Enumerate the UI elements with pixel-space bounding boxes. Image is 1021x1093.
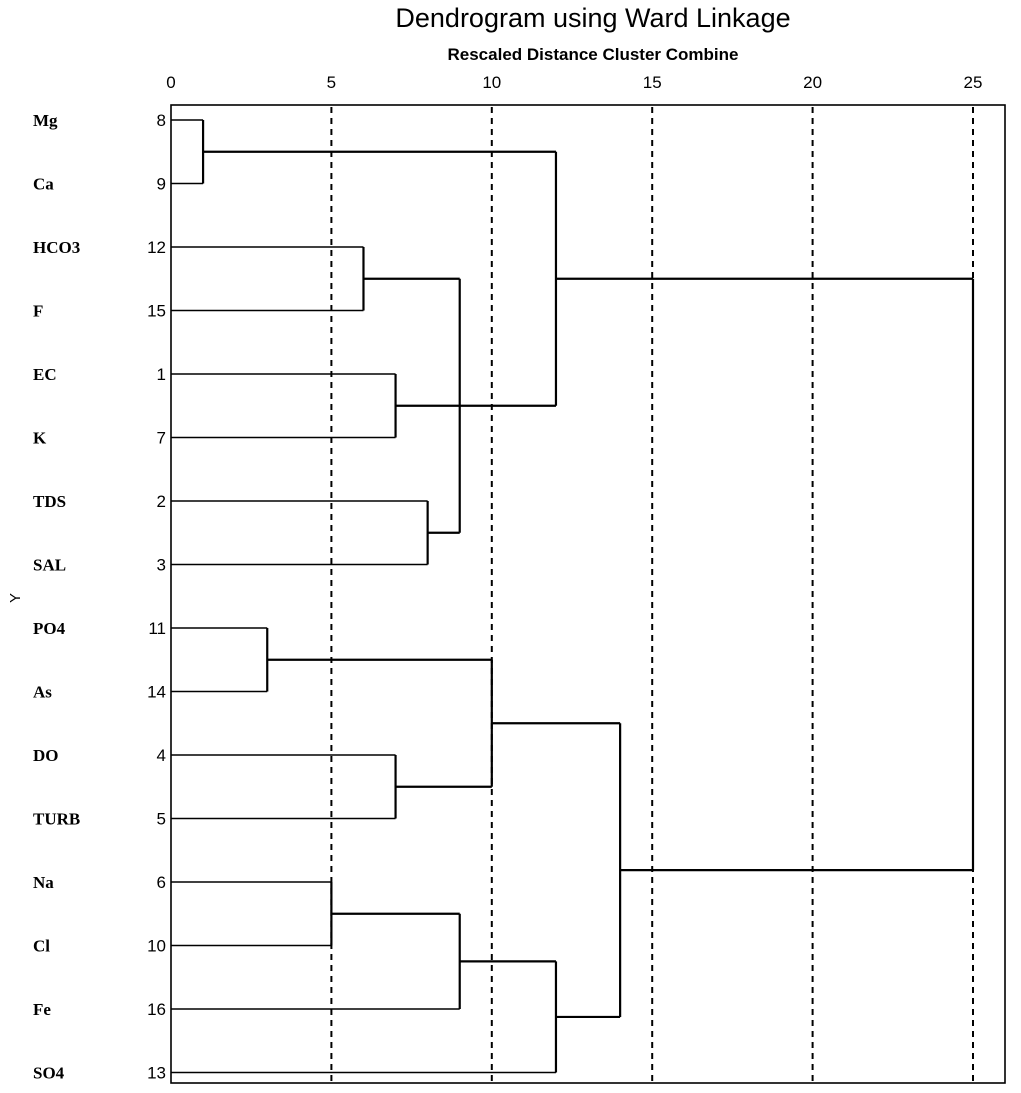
- leaf-labels: [33, 111, 166, 1083]
- grid-lines: [331, 107, 973, 1081]
- leaf-label: PO4: [33, 619, 66, 638]
- leaf-case-number: 3: [156, 555, 166, 575]
- plot-frame: [171, 105, 1005, 1083]
- leaf-case-number: 11: [148, 619, 166, 638]
- x-tick-label: 15: [642, 73, 662, 92]
- leaf-case-number: 2: [156, 492, 166, 511]
- leaf-label: SAL: [33, 555, 67, 575]
- leaf-label: Na: [33, 873, 54, 892]
- leaf-label: SO4: [33, 1063, 65, 1083]
- dendrogram-links: [171, 120, 973, 1073]
- leaf-label: As: [33, 682, 52, 702]
- leaf-case-number: 10: [147, 936, 166, 956]
- leaf-case-number: 13: [147, 1063, 166, 1083]
- leaf-label: HCO3: [33, 238, 81, 257]
- leaf-case-number: 7: [156, 428, 166, 448]
- leaf-case-number: 8: [156, 111, 166, 130]
- leaf-label: DO: [33, 746, 59, 765]
- x-axis-ticks: [166, 73, 982, 92]
- x-tick-label: 25: [963, 73, 983, 92]
- leaf-case-number: 9: [156, 174, 166, 194]
- leaf-label: F: [33, 301, 44, 321]
- leaf-case-number: 6: [156, 873, 166, 892]
- leaf-label: TURB: [33, 809, 81, 829]
- x-tick-label: 20: [803, 73, 823, 92]
- y-axis-label: Y: [7, 592, 24, 604]
- chart-title: Dendrogram using Ward Linkage: [395, 3, 791, 33]
- x-tick-label: 5: [326, 73, 337, 92]
- x-tick-label: 10: [482, 73, 502, 92]
- leaf-label: TDS: [33, 492, 67, 511]
- chart-subtitle: Rescaled Distance Cluster Combine: [447, 45, 739, 64]
- leaf-case-number: 5: [156, 809, 166, 829]
- leaf-case-number: 14: [147, 682, 166, 702]
- leaf-label: Cl: [33, 936, 50, 956]
- leaf-label: Mg: [33, 111, 58, 130]
- leaf-label: K: [33, 428, 47, 448]
- x-tick-label: 0: [166, 73, 176, 92]
- leaf-case-number: 16: [147, 1000, 166, 1019]
- leaf-case-number: 12: [147, 238, 166, 257]
- leaf-label: Ca: [33, 174, 54, 194]
- leaf-label: Fe: [33, 1000, 51, 1019]
- leaf-case-number: 4: [156, 746, 166, 765]
- leaf-case-number: 1: [156, 365, 166, 384]
- leaf-label: EC: [33, 365, 57, 384]
- leaf-case-number: 15: [147, 301, 166, 321]
